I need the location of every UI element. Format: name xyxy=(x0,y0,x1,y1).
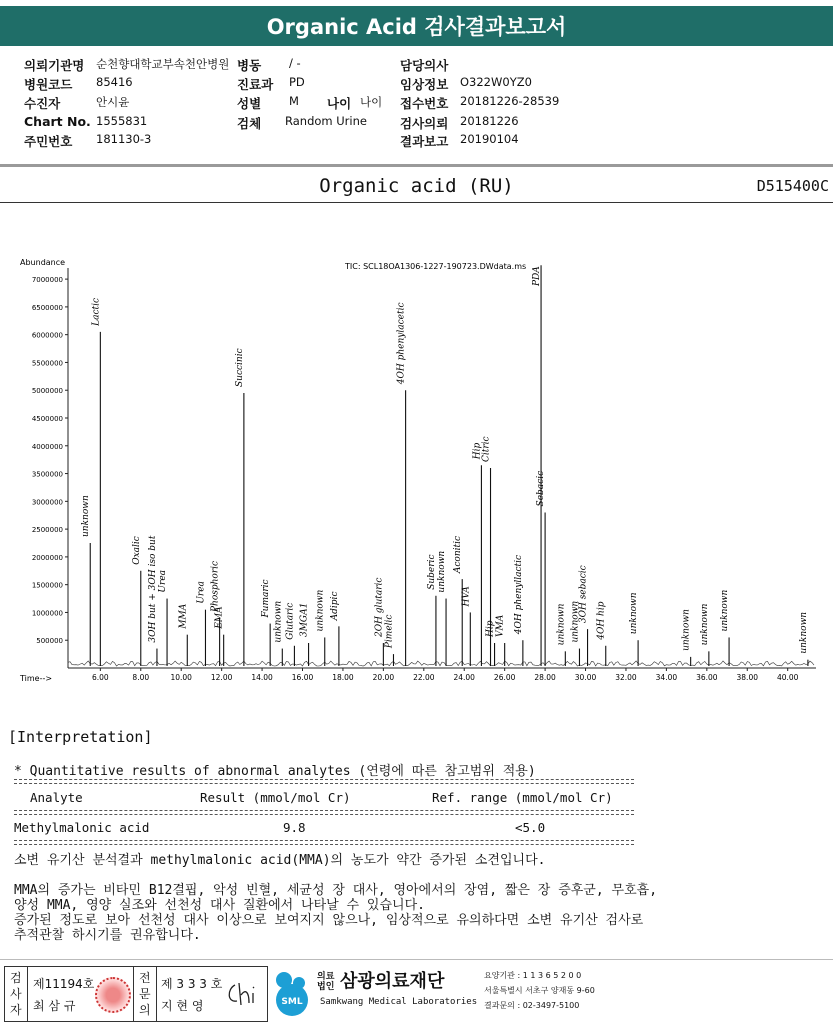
org-english-name: Samkwang Medical Laboratories xyxy=(320,997,478,1007)
dept-label: 진료과 xyxy=(237,77,274,92)
peak-label: 2OH glutaric xyxy=(374,577,385,637)
x-tick-label: 8.00 xyxy=(132,673,150,682)
row-result: 9.8 xyxy=(283,820,306,835)
peak-label: Phosphoric xyxy=(210,560,221,612)
resident-label: 주민번호 xyxy=(24,134,73,149)
examiner-label-3: 자 xyxy=(10,1003,22,1017)
age-label: 나이 xyxy=(327,96,352,111)
peak-label: Urea xyxy=(196,581,207,604)
specialist-label-3: 의 xyxy=(139,1003,151,1017)
row-ref: <5.0 xyxy=(515,820,546,835)
x-tick-label: 16.00 xyxy=(291,673,314,682)
x-tick-label: 36.00 xyxy=(696,673,718,682)
org-type xyxy=(317,972,334,992)
hospcode-label: 병원코드 xyxy=(24,77,73,92)
para-line-4: 추적관찰 하시기를 권유합니다. xyxy=(14,928,201,943)
chromatogram xyxy=(10,256,818,686)
institution-value: 순천향대학교부속천안병원 xyxy=(96,57,230,71)
section-title: Organic acid (RU) xyxy=(319,175,514,197)
seal-stamp xyxy=(95,977,131,1013)
peak-label: unknown xyxy=(315,589,326,632)
dash-line xyxy=(14,810,634,811)
x-tick-label: 32.00 xyxy=(615,673,637,682)
peak-label: unknown xyxy=(556,603,567,646)
peak-label: Aconitic xyxy=(453,535,464,574)
report-label: 결과보고 xyxy=(400,134,449,149)
specimen-label: 검체 xyxy=(237,116,262,131)
peak-label: Lactic xyxy=(91,297,102,326)
y-tick-label: 500000 xyxy=(36,637,63,646)
row-analyte: Methylmalonic acid xyxy=(14,820,150,835)
peak-label: unknown xyxy=(273,600,284,643)
peak-label: 4OH hip xyxy=(596,601,607,640)
x-tick-label: 14.00 xyxy=(251,673,273,682)
test-code: D515400C xyxy=(756,177,829,195)
peak-label: Hip xyxy=(485,620,496,637)
org-code: 요양기관 : 1 1 3 6 5 2 0 0 xyxy=(484,971,582,980)
dash-line xyxy=(14,814,634,815)
sex-label: 성별 xyxy=(237,96,262,111)
institution-label: 의뢰기관명 xyxy=(24,58,85,73)
org-phone: 결과문의 : 02-3497-5100 xyxy=(484,1001,580,1010)
examiner-license: 제11194호 xyxy=(33,977,95,991)
col-result: Result (mmol/mol Cr) xyxy=(200,790,351,805)
request-label: 검사의뢰 xyxy=(400,116,449,131)
y-tick-label: 6500000 xyxy=(31,303,63,312)
logo-text: SML xyxy=(281,997,303,1007)
divider xyxy=(0,164,833,167)
org-small-1: 의료 xyxy=(317,972,335,982)
y-tick-label: 5500000 xyxy=(31,359,63,368)
y-tick-label: 3500000 xyxy=(31,470,63,479)
col-analyte: Analyte xyxy=(30,790,83,805)
dash-line xyxy=(14,783,634,784)
para-line-3: 증가된 정도로 보아 선천성 대사 이상으로 보여지지 않으나, 임상적으로 유의하다면 소변 유기산 검사로 xyxy=(14,913,644,928)
peak-label: unknown xyxy=(720,589,731,632)
para-line-1: MMA의 증가는 비타민 B12결핍, 악성 빈혈, 세균성 장 대사, 영아에서의 장염, 짧은 장 증후군, 무호흡, xyxy=(14,883,658,898)
para-line-2: 양성 MMA, 영양 실조와 선천성 대사 질환에서 나타날 수 있습니다. xyxy=(14,898,425,913)
peak-label: EMA xyxy=(214,606,225,629)
receipt-label: 접수번호 xyxy=(400,96,449,111)
examiner-name: 최 삼 규 xyxy=(33,999,76,1013)
ward-value: / - xyxy=(289,56,301,70)
peak-label: Citric xyxy=(481,436,492,462)
clinical-label: 임상정보 xyxy=(400,77,449,92)
ward-label: 병동 xyxy=(237,58,262,73)
section-underline xyxy=(0,202,833,203)
x-tick-label: 34.00 xyxy=(655,673,678,682)
examiner-label-1: 검 xyxy=(10,971,22,985)
chart-title: TIC: SCL18OA1306-1227-190723.DWdata.ms xyxy=(345,262,527,271)
interpretation-heading: [Interpretation] xyxy=(8,728,153,746)
signature-box xyxy=(4,966,268,1022)
y-tick-label: 5000000 xyxy=(31,387,63,396)
specialist-name: 지 현 영 xyxy=(161,999,204,1013)
peak-label: unknown xyxy=(798,611,809,654)
peak-label: Succinic xyxy=(234,348,245,387)
baseline-trace xyxy=(68,661,814,666)
peak-label: Adipic xyxy=(329,591,340,621)
sex-value: M xyxy=(289,94,299,108)
y-tick-label: 7000000 xyxy=(31,276,63,285)
y-tick-label: 2500000 xyxy=(31,526,63,535)
x-tick-label: 28.00 xyxy=(534,673,556,682)
x-tick-label: 40.00 xyxy=(776,673,799,682)
receipt-value: 20181226-28539 xyxy=(460,94,560,108)
patient-header xyxy=(0,50,833,166)
x-tick-label: 26.00 xyxy=(493,673,516,682)
examiner-label-2: 사 xyxy=(10,987,22,1001)
peak-label: Oxalic xyxy=(131,536,142,565)
signature xyxy=(223,979,263,1009)
peak-label: 3OH sebacic xyxy=(578,565,589,624)
peak-label: unknown xyxy=(699,603,710,646)
peak-label: Glutaric xyxy=(285,602,296,640)
peak-label: Pimelic xyxy=(384,614,395,649)
col-ref: Ref. range (mmol/mol Cr) xyxy=(432,790,613,805)
peak-label: 3MGA1 xyxy=(299,602,310,637)
peak-label: unknown xyxy=(81,495,92,537)
resident-value: 181130-3 xyxy=(96,132,152,146)
age-value: 나이 xyxy=(360,95,383,109)
peak-label: Hip xyxy=(472,442,483,460)
x-tick-label: 20.00 xyxy=(372,673,395,682)
peak-label: Urea xyxy=(158,569,169,593)
x-tick-label: 18.00 xyxy=(332,673,354,682)
sml-logo-icon xyxy=(272,968,312,1018)
peak-label: unknown xyxy=(570,600,581,643)
clinical-value: O322W0YZ0 xyxy=(460,75,532,89)
y-tick-label: 3000000 xyxy=(31,498,63,507)
dash-line xyxy=(14,840,634,841)
x-tick-label: 22.00 xyxy=(413,673,435,682)
peak-label: 4OH phenylacetic xyxy=(396,302,407,385)
chart-value: 1555831 xyxy=(96,114,148,128)
specialist-label-2: 문 xyxy=(139,987,151,1001)
peak-label: unknown xyxy=(437,550,448,593)
specimen-value: Random Urine xyxy=(285,114,367,128)
x-tick-label: 10.00 xyxy=(170,673,192,682)
peak-label: unknown xyxy=(629,592,640,635)
specialist-license: 제 3 3 3 호 xyxy=(161,977,223,991)
hospcode-value: 85416 xyxy=(96,75,133,89)
x-axis-label: Time--> xyxy=(20,674,53,683)
dept-value: PD xyxy=(289,75,305,89)
peak-label: PDA xyxy=(532,266,543,286)
chart-label: Chart No. xyxy=(24,114,91,129)
footer-divider xyxy=(0,959,833,960)
x-tick-label: 12.00 xyxy=(210,673,233,682)
interpretation-note: * Quantitative results of abnormal analytes (연령에 따른 참고범위 적용) xyxy=(14,764,536,779)
x-tick-label: 6.00 xyxy=(91,673,109,682)
peak-label: 3OH but + 3OH iso but xyxy=(147,535,158,643)
x-tick-label: 38.00 xyxy=(736,673,759,682)
y-tick-label: 1500000 xyxy=(31,581,63,590)
peak-label: 4OH phenyllactic xyxy=(513,554,524,635)
collector-value: 안시윤 xyxy=(96,95,130,109)
y-axis-label: Abundance xyxy=(20,258,66,267)
peak-label: MMA xyxy=(178,603,189,629)
org-name: 삼광의료재단 xyxy=(340,971,445,992)
summary-text: 소변 유기산 분석결과 methylmalonic acid(MMA)의 농도가 약간 증가된 소견입니다. xyxy=(14,853,546,868)
doctor-label: 담당의사 xyxy=(400,58,449,73)
peak-label: Suberic xyxy=(426,554,437,590)
peak-label: HVA xyxy=(461,586,472,607)
y-tick-label: 4000000 xyxy=(31,442,63,451)
y-tick-label: 2000000 xyxy=(31,553,63,562)
dash-line xyxy=(14,844,634,845)
peak-label: unknown xyxy=(681,609,692,651)
y-tick-label: 1000000 xyxy=(31,609,63,618)
y-tick-label: 4500000 xyxy=(31,415,63,423)
peak-label: Fumaric xyxy=(261,579,272,618)
specialist-label-1: 전 xyxy=(139,971,151,985)
peak-label: VMA xyxy=(495,614,506,637)
x-tick-label: 24.00 xyxy=(453,673,475,682)
org-address: 서울특별시 서초구 양재동 9-60 xyxy=(484,986,595,995)
report-value: 20190104 xyxy=(460,132,519,146)
report-title: Organic Acid 검사결과보고서 xyxy=(0,6,833,46)
y-tick-label: 6000000 xyxy=(31,331,63,340)
collector-label: 수진자 xyxy=(24,96,61,111)
org-small-2: 법인 xyxy=(317,982,335,992)
request-value: 20181226 xyxy=(460,114,519,128)
x-tick-label: 30.00 xyxy=(574,673,597,682)
dash-line xyxy=(14,779,634,780)
peak-label: Sebacic xyxy=(536,470,547,507)
